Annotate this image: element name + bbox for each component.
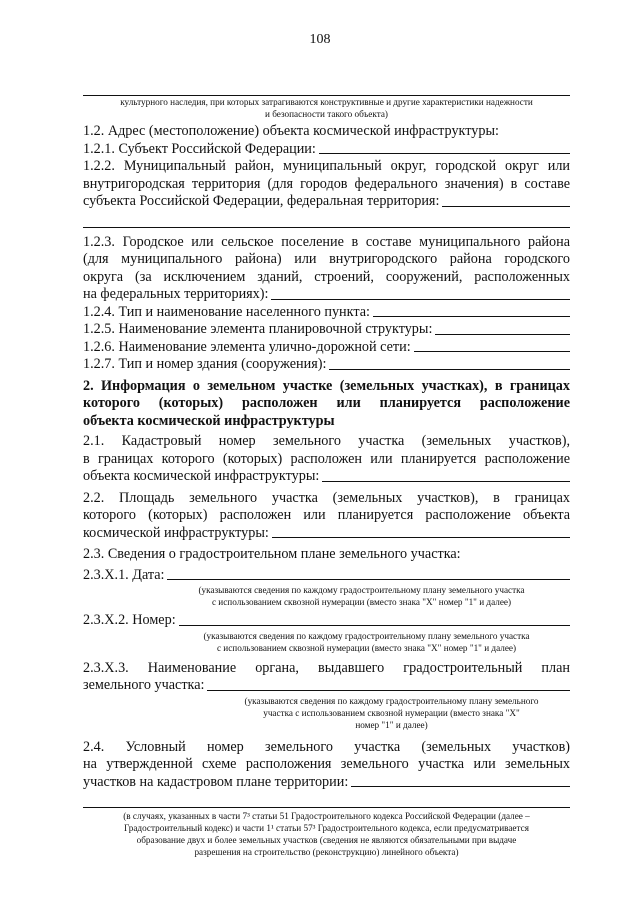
note-line: (указываются сведения по каждому градостроительному плану земельного участка: [203, 630, 530, 641]
field-label-last-line: [83, 193, 570, 211]
gpzu-date-note: [83, 584, 570, 608]
field-gpzu-number: [83, 612, 570, 630]
field-municipal-district: [83, 158, 570, 211]
field-building: [83, 356, 570, 374]
note-line: (указываются сведения по каждому градостроительному плану земельного участка: [198, 585, 525, 595]
field-label-line: 2.4. Условный номер земельного участка (земельных участков): [83, 738, 570, 755]
fill-line[interactable]: [167, 579, 570, 580]
field-label: 1.2.6. Наименование элемента улично-дорожной сети:: [83, 338, 411, 355]
field-street-element: [83, 339, 570, 357]
field-label-line: которого (которых) расположен или планируется расположение объекта: [83, 507, 570, 523]
field-settlement: [83, 234, 570, 304]
note-line: с использованием сквозной нумерации (вместо знака "Х" номер "1" и далее): [211, 597, 512, 607]
field-label: 1.2.7. Тип и номер здания (сооружения):: [83, 356, 327, 372]
fill-line[interactable]: [179, 625, 570, 626]
header-note: [83, 96, 570, 120]
field-gpzu-date: [83, 567, 570, 585]
field-label-line: космической инфраструктуры:: [83, 524, 269, 541]
heading-line: которого (которых) расположен или планируется расположение: [83, 395, 570, 411]
heading-line: 2. Информация о земельном участке (земельных участках), в границах: [83, 377, 570, 394]
footer-note-line: образование двух и более земельных участков (сведения не являются обязательными при выдаче: [136, 835, 517, 845]
field-label-line: субъекта Российской Федерации, федеральная территория:: [83, 193, 440, 209]
header-note-line: культурного наследия, при которых затрагиваются конструктивные и другие характеристики надежности: [120, 97, 533, 107]
note-line: (указываются сведения по каждому градостроительному плану земельного: [244, 695, 539, 706]
field-label-line: внутригородская территория (для городов федерального значения) в составе: [83, 175, 570, 192]
page-number: 108: [309, 32, 331, 47]
gpzu-issuer-note: [83, 695, 570, 731]
fill-line[interactable]: [272, 537, 570, 538]
field-label-last-line: [83, 468, 570, 486]
footer-note: [83, 810, 570, 858]
footer-note-line: Градостроительный кодекс) и части 1¹ статьи 57³ Градостроительного кодекса, если предусматривается: [124, 823, 529, 833]
field-land-area: [83, 490, 570, 543]
blank-fill-line[interactable]: [83, 807, 570, 808]
blank-fill-line[interactable]: [83, 227, 570, 228]
field-label: 2.3.Х.1. Дата:: [83, 566, 165, 583]
fill-line[interactable]: [329, 369, 570, 370]
heading-line: объекта космической инфраструктуры: [83, 412, 335, 429]
fill-line[interactable]: [271, 299, 570, 300]
field-subject-rf: [83, 141, 570, 159]
field-label-last-line: [83, 774, 570, 792]
field-locality: [83, 304, 570, 322]
field-label-line: 1.2.3. Городское или сельское поселение в составе муниципального района: [83, 233, 570, 250]
field-label-line: в границах которого (которых) расположен или планируется расположение: [83, 450, 570, 467]
note-line: номер "1" и далее): [355, 719, 428, 730]
footer-note-line: (в случаях, указанных в части 7³ статьи 51 Градостроительного кодекса Российской Федерации (далее –: [123, 811, 530, 821]
note-line: с использованием сквозной нумерации (вместо знака "Х" номер "1" и далее): [216, 642, 517, 653]
section-1-2: 1.2. Адрес (местоположение) объекта космической инфраструктуры:: [83, 123, 499, 139]
field-label: 1.2.4. Тип и наименование населенного пункта:: [83, 303, 370, 320]
gpzu-number-note: [83, 630, 570, 654]
field-label-line: 2.3.Х.3. Наименование органа, выдавшего градостроительный план: [83, 659, 570, 676]
field-gpzu-issuer: [83, 660, 570, 695]
section-2-3: 2.3. Сведения о градостроительном плане земельного участка:: [83, 546, 461, 562]
header-note-line: и безопасности такого объекта): [265, 109, 388, 119]
fill-line[interactable]: [442, 206, 570, 207]
form-content: [83, 95, 570, 858]
fill-line[interactable]: [351, 786, 570, 787]
fill-line[interactable]: [319, 153, 570, 154]
field-cadastral-number: [83, 433, 570, 486]
field-label-last-line: [83, 286, 570, 304]
field-label: 2.3.Х.2. Номер:: [83, 612, 176, 628]
field-label-line: округа (за исключением зданий, строений, сооружений, расположенных: [83, 268, 570, 285]
field-label-last-line: [83, 525, 570, 543]
fill-line[interactable]: [414, 351, 570, 352]
section-2-heading: [83, 378, 570, 431]
field-label-line: участков на кадастровом плане территории:: [83, 773, 349, 790]
field-label-line: земельного участка:: [83, 677, 205, 693]
footer-note-line: разрешения на строительство (реконструкцию) линейного объекта): [194, 847, 459, 857]
field-label-line: 1.2.2. Муниципальный район, муниципальный округ, городской округ или: [83, 158, 570, 174]
field-label-line: на федеральных территориях):: [83, 286, 269, 302]
field-planning-element: [83, 321, 570, 339]
field-label-line: 2.2. Площадь земельного участка (земельных участков), в границах: [83, 489, 570, 506]
fill-line[interactable]: [373, 316, 570, 317]
field-label-line: 2.1. Кадастровый номер земельного участка (земельных участков),: [83, 433, 570, 449]
fill-line[interactable]: [435, 334, 570, 335]
field-label-last-line: [83, 677, 570, 695]
note-line: участка с использованием сквозной нумерации (вместо знака "Х": [263, 707, 520, 718]
field-label-line: (для муниципального района) или внутригородского района городского: [83, 251, 570, 267]
fill-line[interactable]: [322, 481, 570, 482]
field-label: 1.2.5. Наименование элемента планировочной структуры:: [83, 321, 433, 337]
fill-line[interactable]: [207, 690, 570, 691]
field-label-line: на утвержденной схеме расположения земельного участка или земельных: [83, 756, 570, 772]
field-label: 1.2.1. Субъект Российской Федерации:: [83, 140, 316, 157]
field-conditional-number: [83, 739, 570, 792]
field-label-line: объекта космической инфраструктуры:: [83, 468, 320, 484]
